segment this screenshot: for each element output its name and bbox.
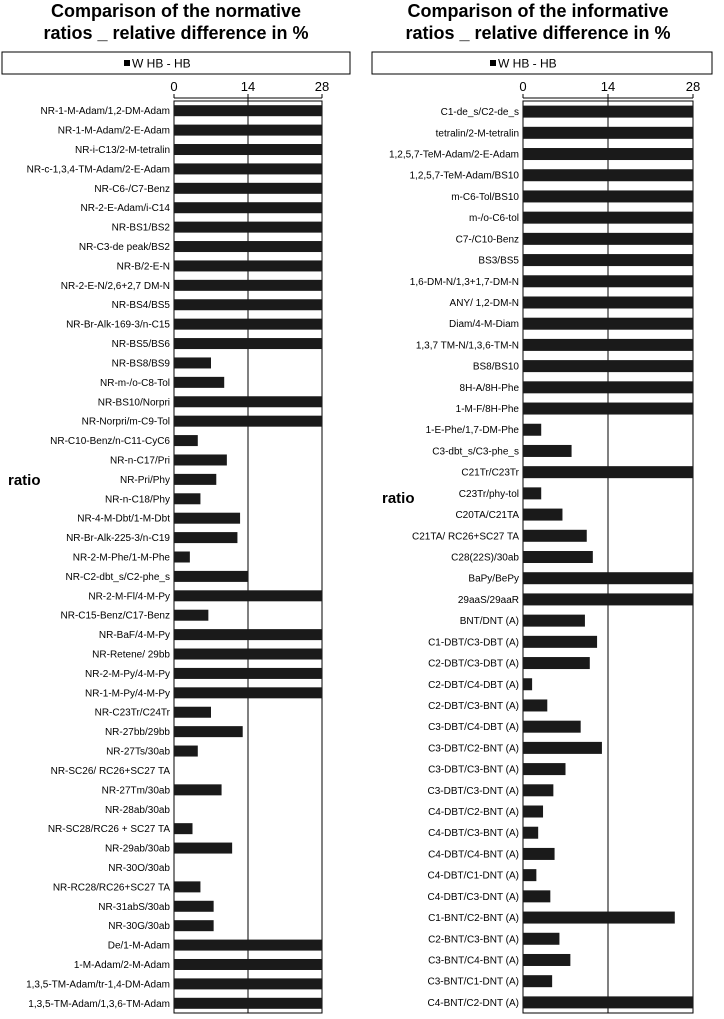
category-label: C7-/C10-Benz — [455, 234, 519, 246]
bar — [523, 784, 553, 796]
bar — [174, 668, 322, 679]
category-label: C4-DBT/C4-BNT (A) — [428, 849, 519, 861]
bar — [174, 978, 322, 989]
bar — [523, 699, 547, 711]
category-label: Diam/4-M-Diam — [449, 319, 519, 331]
bar — [523, 848, 555, 860]
category-label: NR-2-E-N/2,6+2,7 DM-N — [60, 280, 170, 292]
category-label: NR-1-M-Adam/1,2-DM-Adam — [40, 106, 170, 118]
category-label: C3-BNT/C4-BNT (A) — [428, 955, 519, 967]
bar — [174, 241, 322, 252]
bar — [523, 996, 693, 1008]
bar — [174, 280, 322, 291]
bar — [523, 318, 693, 330]
x-tick-label-0: 0 — [519, 79, 527, 94]
bar — [523, 636, 597, 648]
bar — [174, 377, 224, 388]
y-axis-label: ratio — [382, 490, 415, 507]
bar — [523, 742, 602, 754]
category-label: BaPy/BePy — [468, 573, 519, 585]
bar — [174, 125, 322, 136]
bar — [174, 687, 322, 698]
legend-label: W HB - HB — [498, 56, 557, 71]
category-label: NR-BS4/BS5 — [111, 300, 170, 312]
category-label: NR-Norpri/m-C9-Tol — [81, 416, 170, 428]
category-label: tetralin/2-M-tetralin — [435, 128, 519, 140]
category-label: NR-C3-de peak/BS2 — [78, 242, 170, 254]
bar — [174, 746, 198, 757]
category-label: NR-SC26/ RC26+SC27 TA — [50, 765, 170, 777]
bar — [174, 610, 208, 621]
bar — [174, 357, 211, 368]
category-label: NR-C10-Benz/n-C11-CyC6 — [50, 436, 170, 448]
right-chart-title-line2: ratios _ relative difference in % — [405, 23, 671, 43]
bar — [174, 416, 322, 427]
bar — [174, 222, 322, 233]
bar — [523, 657, 590, 669]
category-label: C4-DBT/C3-DNT (A) — [427, 891, 519, 903]
bar — [523, 593, 693, 605]
category-label: NR-BaF/4-M-Py — [98, 630, 170, 642]
bar — [523, 381, 693, 393]
category-label: 29aaS/29aaR — [457, 594, 519, 606]
bar — [523, 806, 543, 818]
category-label: NR-4-M-Dbt/1-M-Dbt — [77, 513, 170, 525]
bar — [174, 726, 243, 737]
category-label: NR-27Tm/30ab — [101, 785, 170, 797]
bar — [174, 959, 322, 970]
bar — [174, 843, 232, 854]
category-label: C3-dbt_s/C3-phe_s — [432, 446, 519, 458]
bar — [523, 233, 693, 245]
left-chart-title-line1: Comparison of the normative — [50, 1, 302, 21]
bar — [523, 509, 562, 521]
bar — [174, 629, 322, 640]
category-label: NR-C6-/C7-Benz — [94, 183, 170, 195]
category-label: NR-B/2-E-N — [116, 261, 170, 273]
bar — [523, 530, 587, 542]
category-label: NR-i-C13/2-M-tetralin — [74, 145, 170, 157]
bar — [174, 571, 248, 582]
category-label: C4-DBT/C3-BNT (A) — [428, 828, 519, 840]
bar — [523, 678, 532, 690]
bar — [174, 881, 200, 892]
bar — [523, 148, 693, 160]
category-label: C28(22S)/30ab — [451, 552, 519, 564]
category-label: NR-C15-Benz/C17-Benz — [60, 610, 170, 622]
category-label: NR-28ab/30ab — [104, 804, 170, 816]
category-label: NR-C23Tr/C24Tr — [94, 707, 170, 719]
category-label: 1-M-F/8H-Phe — [455, 404, 519, 416]
bar — [174, 163, 322, 174]
category-label: NR-C2-dbt_s/C2-phe_s — [65, 571, 170, 583]
bar — [174, 590, 322, 601]
bar — [174, 183, 322, 194]
category-label: 1,6-DM-N/1,3+1,7-DM-N — [409, 276, 519, 288]
bar — [523, 169, 693, 181]
category-label: C3-DBT/C2-BNT (A) — [428, 743, 519, 755]
category-label: BS3/BS5 — [478, 255, 519, 267]
category-label: NR-27bb/29bb — [104, 727, 170, 739]
x-tick-label-0: 0 — [170, 79, 178, 94]
category-label: C3-DBT/C3-DNT (A) — [427, 785, 519, 797]
category-label: C4-DBT/C1-DNT (A) — [427, 870, 519, 882]
bar — [523, 403, 693, 415]
category-label: 1,3,7 TM-N/1,3,6-TM-N — [415, 340, 519, 352]
category-label: 8H-A/8H-Phe — [459, 382, 519, 394]
category-label: NR-2-M-Fl/4-M-Py — [88, 591, 170, 603]
category-label: NR-2-M-Phe/1-M-Phe — [72, 552, 170, 564]
bar — [523, 106, 693, 118]
bar — [523, 339, 693, 351]
bar — [174, 998, 322, 1009]
bar — [523, 466, 693, 478]
category-label: C2-BNT/C3-BNT (A) — [428, 934, 519, 946]
category-label: NR-Retene/ 29bb — [92, 649, 170, 661]
x-tick-label-14: 14 — [600, 79, 616, 94]
bar — [174, 901, 214, 912]
category-label: NR-2-E-Adam/i-C14 — [80, 203, 170, 215]
category-label: De/1-M-Adam — [107, 940, 170, 952]
bar — [523, 912, 675, 924]
bar — [174, 823, 193, 834]
left-chart-panel — [0, 0, 352, 1019]
category-label: 1-E-Phe/1,7-DM-Phe — [425, 425, 519, 437]
left-chart-title-line2: ratios _ relative difference in % — [43, 23, 309, 43]
bar — [174, 396, 322, 407]
category-label: NR-31abS/30ab — [98, 901, 170, 913]
legend-swatch — [490, 60, 496, 66]
category-label: 1,2,5,7-TeM-Adam/BS10 — [409, 170, 519, 182]
y-axis-label: ratio — [8, 472, 41, 489]
category-label: C21Tr/C23Tr — [461, 467, 519, 479]
category-label: C4-BNT/C2-DNT (A) — [427, 997, 519, 1009]
category-label: NR-29ab/30ab — [104, 843, 170, 855]
bar — [523, 572, 693, 584]
bar — [174, 493, 200, 504]
x-tick-label-14: 14 — [240, 79, 256, 94]
bar — [523, 869, 536, 881]
category-label: NR-Pri/Phy — [119, 474, 170, 486]
bar — [523, 275, 693, 287]
category-label: C3-DBT/C3-BNT (A) — [428, 764, 519, 776]
category-label: m-/o-C6-tol — [468, 213, 519, 225]
bar — [523, 975, 552, 987]
bar — [174, 454, 227, 465]
bar — [523, 763, 566, 775]
bar — [174, 144, 322, 155]
category-label: NR-27Ts/30ab — [106, 746, 170, 758]
bar — [174, 319, 322, 330]
bar — [174, 202, 322, 213]
bar — [174, 105, 322, 116]
category-label: NR-30O/30ab — [108, 862, 170, 874]
category-label: NR-Br-Alk-169-3/n-C15 — [66, 319, 170, 331]
category-label: NR-n-C18/Phy — [104, 494, 170, 506]
bar — [174, 474, 216, 485]
category-label: NR-m-/o-C8-Tol — [100, 377, 170, 389]
bar — [523, 360, 693, 372]
right-chart-title-line1: Comparison of the informative — [407, 1, 669, 21]
bar — [523, 890, 550, 902]
bar — [174, 649, 322, 660]
bar — [523, 296, 693, 308]
category-label: NR-n-C17/Pri — [109, 455, 170, 467]
bar — [174, 513, 240, 524]
bar — [174, 299, 322, 310]
category-label: C1-BNT/C2-BNT (A) — [428, 913, 519, 925]
category-label: NR-30G/30ab — [108, 921, 170, 933]
category-label: C2-DBT/C3-BNT (A) — [428, 700, 519, 712]
category-label: C3-BNT/C1-DNT (A) — [427, 976, 519, 988]
category-label: C2-DBT/C3-DBT (A) — [428, 658, 519, 670]
category-label: 1,2,5,7-TeM-Adam/2-E-Adam — [388, 149, 519, 161]
category-label: C21TA/ RC26+SC27 TA — [412, 531, 519, 543]
category-label: m-C6-Tol/BS10 — [451, 191, 519, 203]
legend-swatch — [124, 60, 130, 66]
bar — [523, 933, 559, 945]
bar — [174, 260, 322, 271]
category-label: C3-DBT/C4-DBT (A) — [428, 722, 519, 734]
right-chart-panel — [362, 0, 714, 1019]
category-label: C1-de_s/C2-de_s — [440, 107, 519, 119]
category-label: NR-c-1,3,4-TM-Adam/2-E-Adam — [26, 164, 170, 176]
category-label: NR-BS10/Norpri — [97, 397, 170, 409]
bar — [174, 920, 214, 931]
category-label: 1,3,5-TM-Adam/1,3,6-TM-Adam — [28, 998, 170, 1010]
bar — [523, 254, 693, 266]
category-label: ANY/ 1,2-DM-N — [449, 297, 519, 309]
legend-label: W HB - HB — [132, 56, 191, 71]
category-label: 1-M-Adam/2-M-Adam — [73, 959, 170, 971]
bar — [174, 552, 190, 563]
category-label: NR-1-M-Adam/2-E-Adam — [57, 125, 170, 137]
category-label: BS8/BS10 — [472, 361, 519, 373]
bar — [523, 721, 581, 733]
category-label: C2-DBT/C4-DBT (A) — [428, 679, 519, 691]
category-label: NR-SC28/RC26 + SC27 TA — [47, 824, 170, 836]
bar — [174, 532, 237, 543]
category-label: C4-DBT/C2-BNT (A) — [428, 807, 519, 819]
right-chart-svg — [362, 0, 714, 1019]
bar — [523, 127, 693, 139]
category-label: 1,3,5-TM-Adam/tr-1,4-DM-Adam — [26, 979, 170, 991]
bar — [523, 954, 570, 966]
bar — [523, 487, 541, 499]
category-label: C23Tr/phy-tol — [458, 488, 519, 500]
bar — [523, 827, 538, 839]
category-label: NR-BS5/BS6 — [111, 339, 170, 351]
bar — [523, 190, 693, 202]
bar — [174, 940, 322, 951]
category-label: NR-BS1/BS2 — [111, 222, 170, 234]
category-label: BNT/DNT (A) — [459, 616, 519, 628]
category-label: NR-BS8/BS9 — [111, 358, 170, 370]
bar — [523, 212, 693, 224]
x-tick-label-28: 28 — [685, 79, 701, 94]
category-label: NR-2-M-Py/4-M-Py — [85, 668, 170, 680]
category-label: NR-RC28/RC26+SC27 TA — [52, 882, 170, 894]
x-tick-label-28: 28 — [314, 79, 330, 94]
bar — [174, 784, 222, 795]
bar — [523, 615, 585, 627]
category-label: NR-Br-Alk-225-3/n-C19 — [66, 533, 170, 545]
bar — [174, 707, 211, 718]
bar — [523, 424, 541, 436]
category-label: C1-DBT/C3-DBT (A) — [428, 637, 519, 649]
category-label: C20TA/C21TA — [455, 510, 519, 522]
bar — [523, 551, 593, 563]
bar — [174, 435, 198, 446]
bar — [174, 338, 322, 349]
left-chart-svg — [0, 0, 352, 1019]
category-label: NR-1-M-Py/4-M-Py — [85, 688, 170, 700]
bar — [523, 445, 572, 457]
